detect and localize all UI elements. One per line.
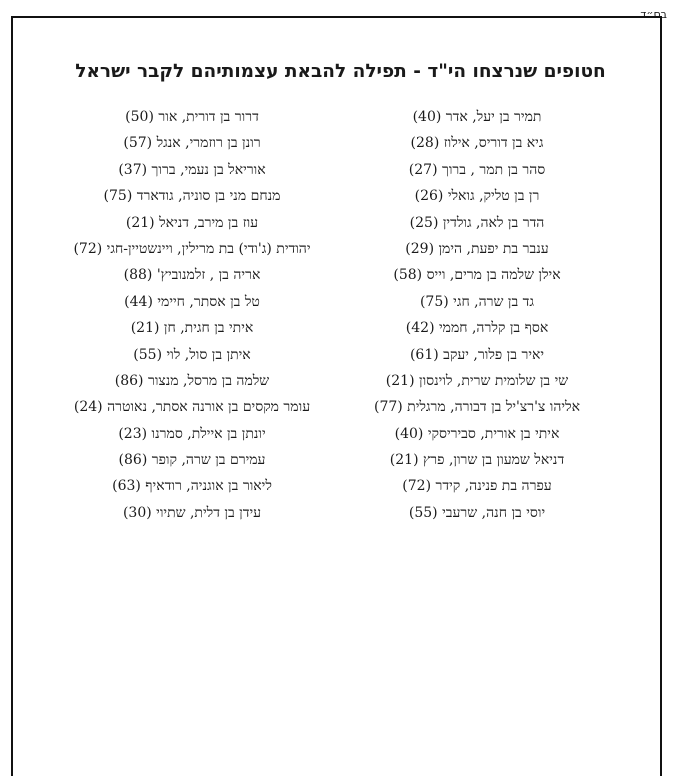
list-item: הדר בן לאה, גולדין (25) — [409, 214, 545, 231]
list-item: מנחם מני בן סוניה, גודארד (75) — [103, 188, 281, 205]
list-item: יהודית (ג'ודי) בת מרילין, ויינשטיין-חגי (72) — [73, 240, 311, 257]
list-item: איתי בן אורית, סביריסקי (40) — [394, 425, 560, 442]
list-item: יונתן בן איילת, סמרנו (23) — [118, 425, 266, 442]
list-item: עומר מקסים בן אורנה אסתר, נאוטרה (24) — [73, 399, 311, 416]
list-item: יוסי בן חנה, שרעבי (55) — [408, 504, 546, 521]
list-item: עוז בן מירב, דניאל (21) — [125, 214, 259, 231]
list-item: אוריאל בן נעמי, ברוך (37) — [118, 161, 266, 178]
list-item: סהר בן תמר , ברוך (27) — [408, 161, 546, 178]
list-item: דניאל שמעון בן שרון, פרץ (21) — [389, 452, 565, 469]
list-item: גד בן שרה, חגי (75) — [419, 293, 535, 310]
list-item: אילן שלמה בן מרים, וייס (58) — [393, 267, 561, 284]
list-item: איתי בן חגית, חן (21) — [130, 320, 254, 337]
list-item: אסף בן קלרה, חממי (42) — [405, 320, 549, 337]
list-item: ענבר בת יפעת, הימן (29) — [405, 240, 549, 257]
list-item: עפרה בת פנינה, קידר (72) — [402, 478, 552, 495]
list-item: אריה בן , זלמנוביץ' (88) — [123, 267, 261, 284]
list-item: יאיר בן פלור, יעקב (61) — [409, 346, 545, 363]
list-item: רונן בן רוזמרי, אנגל (57) — [123, 135, 261, 152]
list-item: טל בן אסתר, חיימי (44) — [124, 293, 260, 310]
right-name-list — [327, 104, 627, 526]
list-item: ליאור בן אוגניה, רודאיף (63) — [112, 478, 272, 495]
list-item: עמירם בן שרה, קופר (86) — [118, 452, 266, 469]
list-item: תמיר בן יעל, אדר (40) — [412, 109, 542, 125]
left-name-list — [42, 104, 342, 526]
list-item: רן בן טליק, גואלי (26) — [414, 188, 540, 205]
list-item: דרור בן דורית, אור (50) — [125, 109, 259, 125]
list-item: עידן בן דלית, שתיוי (30) — [122, 504, 262, 521]
list-item: גיא בן דוריס, אילוז (28) — [410, 135, 544, 152]
list-item: שלמה בן מרסל, מנצור (86) — [114, 372, 270, 389]
list-item: איתן בן סול, לוי (55) — [133, 346, 251, 363]
list-item: שי בן שלומית שרית, לוינסון (21) — [385, 372, 569, 389]
header-mark: בס״ד — [640, 8, 667, 21]
list-item: אליהו צ'רצ'יל בן דבורה, מרגלית (77) — [373, 399, 581, 416]
page-title: חטופים שנרצחו הי"ד - תפילה להבאת עצמותיהם לקבר ישראל — [75, 61, 606, 82]
